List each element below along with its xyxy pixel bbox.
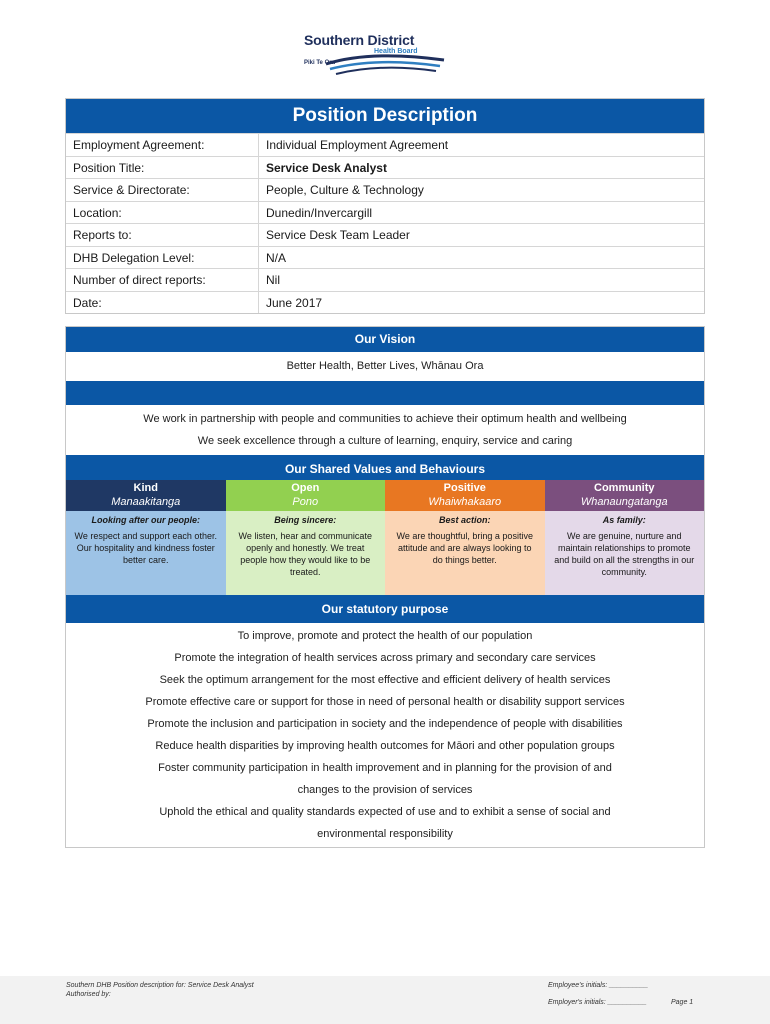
purpose-line: Foster community participation in health improvement and in planning for the provision of and bbox=[158, 762, 612, 774]
value-maori-name: Manaakitanga bbox=[111, 496, 181, 508]
logo-title: Southern District bbox=[304, 32, 415, 48]
position-rows bbox=[66, 133, 704, 313]
value-lead: Looking after our people: bbox=[91, 515, 200, 525]
value-card-body bbox=[226, 511, 386, 595]
position-row bbox=[66, 291, 704, 314]
position-row bbox=[66, 223, 704, 246]
purpose-line: Seek the optimum arrangement for the most effective and efficient delivery of health services bbox=[159, 674, 611, 686]
footer-authorised: Authorised by: bbox=[66, 991, 111, 998]
value-description: We are genuine, nurture and maintain relationships to promote and build on all the strengths in our community. bbox=[554, 531, 695, 577]
value-lead: Being sincere: bbox=[274, 515, 337, 525]
value-card-header bbox=[66, 480, 226, 511]
purpose-line: environmental responsibility bbox=[317, 828, 453, 840]
position-row bbox=[66, 201, 704, 224]
value-maori-name: Whaiwhakaaro bbox=[428, 496, 502, 508]
position-table bbox=[65, 98, 705, 314]
position-row-label: Date: bbox=[66, 292, 259, 314]
position-row bbox=[66, 178, 704, 201]
value-description: We listen, hear and communicate openly and honestly. We treat people how they would like to be treated. bbox=[238, 531, 372, 577]
organisation-section bbox=[65, 326, 705, 848]
purpose-list bbox=[66, 623, 704, 845]
purpose-line: Reduce health disparities by improving health outcomes for Māori and other population groups bbox=[155, 740, 615, 752]
value-card-body bbox=[385, 511, 545, 595]
position-row-value: Service Desk Team Leader bbox=[266, 228, 410, 242]
footer-employee-initials: Employee's initials: __________ bbox=[548, 982, 649, 989]
value-maori-name: Whanaungatanga bbox=[580, 496, 668, 508]
footer-employer-initials: Employer's initials: __________ bbox=[548, 999, 647, 1006]
purpose-line: changes to the provision of services bbox=[297, 784, 473, 796]
value-card bbox=[66, 480, 226, 595]
values-grid bbox=[66, 480, 704, 595]
position-row-value: People, Culture & Technology bbox=[266, 183, 424, 197]
position-row bbox=[66, 156, 704, 179]
position-row bbox=[66, 246, 704, 269]
position-row-value: Nil bbox=[266, 273, 280, 287]
logo-subtitle: Health Board bbox=[374, 48, 418, 55]
position-row-label: DHB Delegation Level: bbox=[66, 247, 259, 269]
value-description: We are thoughtful, bring a positive attitude and are always looking to do things better. bbox=[396, 531, 533, 565]
position-row-value: Individual Employment Agreement bbox=[266, 138, 449, 152]
value-card bbox=[385, 480, 545, 595]
value-card-header bbox=[226, 480, 386, 511]
position-row-label: Reports to: bbox=[66, 224, 259, 246]
values-heading: Our Shared Values and Behaviours bbox=[66, 455, 704, 480]
logo bbox=[296, 28, 446, 74]
value-name: Open bbox=[291, 482, 320, 494]
position-row-label: Service & Directorate: bbox=[66, 179, 259, 201]
footer-document: Southern DHB Position description for: Service Desk Analyst bbox=[66, 982, 254, 989]
value-card-header bbox=[385, 480, 545, 511]
logo-tagline: Piki Te Ora bbox=[304, 60, 335, 66]
value-card bbox=[226, 480, 386, 595]
value-lead: Best action: bbox=[438, 515, 491, 525]
purpose-line: Uphold the ethical and quality standards expected of use and to exhibit a sense of social and bbox=[159, 806, 611, 818]
value-card bbox=[545, 480, 705, 595]
value-card-body bbox=[66, 511, 226, 595]
value-name: Kind bbox=[133, 482, 158, 494]
value-card-header bbox=[545, 480, 705, 511]
position-row bbox=[66, 133, 704, 156]
position-row-value: June 2017 bbox=[266, 295, 323, 310]
vision-heading: Our Vision bbox=[66, 327, 704, 352]
position-row-label: Number of direct reports: bbox=[66, 269, 259, 291]
purpose-heading: Our statutory purpose bbox=[66, 595, 704, 623]
position-row bbox=[66, 268, 704, 291]
vision-band bbox=[66, 381, 704, 405]
footer-page-number: Page 1 bbox=[671, 999, 694, 1006]
position-row-value: Service Desk Analyst bbox=[266, 160, 387, 175]
position-row-value: Dunedin/Invercargill bbox=[266, 205, 373, 220]
position-row-label: Position Title: bbox=[66, 157, 259, 179]
page-footer bbox=[0, 976, 770, 1024]
vision-text: Better Health, Better Lives, Whānau Ora bbox=[286, 360, 484, 372]
value-name: Community bbox=[594, 482, 655, 494]
value-name: Positive bbox=[443, 482, 486, 494]
position-row-label: Location: bbox=[66, 202, 259, 224]
position-row-label: Employment Agreement: bbox=[66, 134, 259, 156]
purpose-line: To improve, promote and protect the health of our population bbox=[237, 630, 533, 642]
vision-line-1: We work in partnership with people and communities to achieve their optimum health and wellbeing bbox=[143, 413, 627, 425]
value-maori-name: Pono bbox=[292, 496, 319, 508]
purpose-line: Promote effective care or support for those in need of personal health or disability support services bbox=[145, 696, 625, 708]
vision-line-2: We seek excellence through a culture of learning, enquiry, service and caring bbox=[197, 435, 573, 447]
purpose-line: Promote the integration of health services across primary and secondary care services bbox=[174, 652, 596, 664]
value-lead: As family: bbox=[602, 515, 646, 525]
purpose-line: Promote the inclusion and participation in society and the independence of people with disabilities bbox=[147, 718, 623, 730]
value-card-body bbox=[545, 511, 705, 595]
position-heading: Position Description bbox=[66, 99, 704, 133]
value-description: We respect and support each other. Our hospitality and kindness foster better care. bbox=[74, 531, 217, 565]
position-row-value: N/A bbox=[266, 250, 287, 265]
